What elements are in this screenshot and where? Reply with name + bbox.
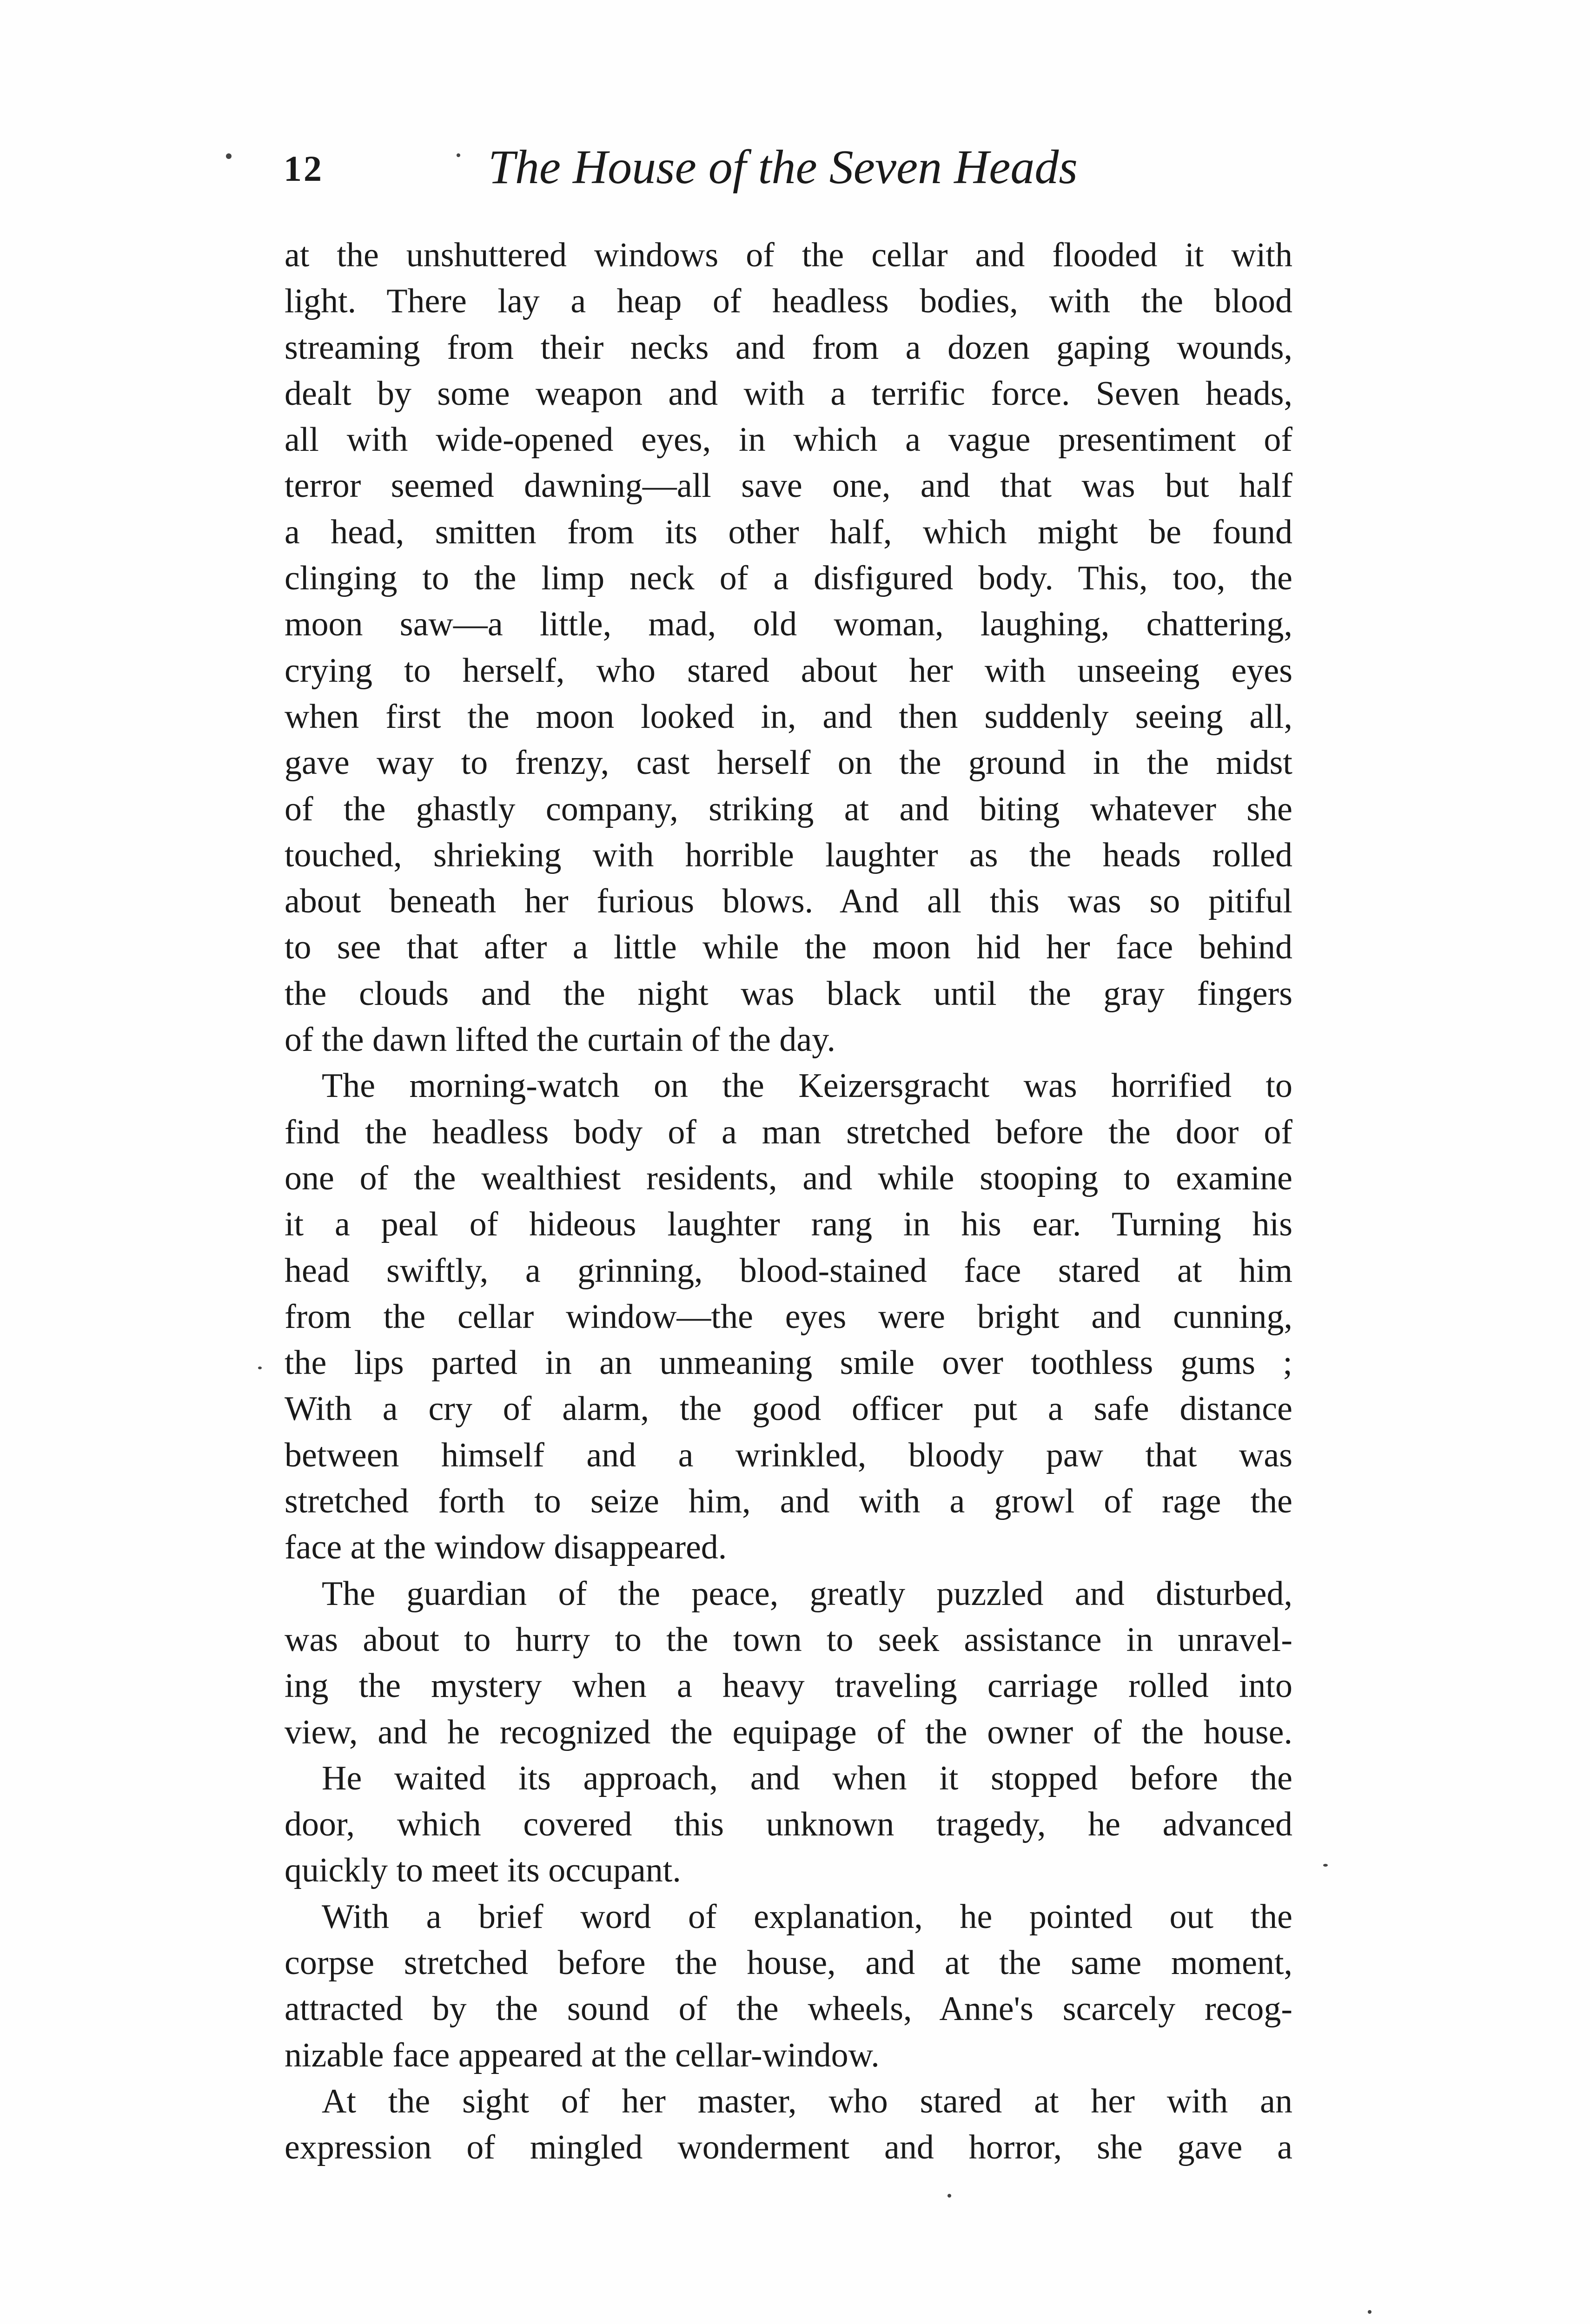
- scan-speck: [947, 2194, 951, 2198]
- scan-speck: [1368, 2310, 1371, 2314]
- text-line: of the dawn lifted the curtain of the day.: [285, 1021, 835, 1059]
- text-line: one of the wealthiest residents, and while stooping to examine: [285, 1159, 1292, 1197]
- text-line: At the sight of her master, who stared at her with an: [322, 2082, 1292, 2120]
- text-line: head swiftly, a grinning, blood-stained face stared at him: [285, 1251, 1292, 1290]
- page-number: 12: [284, 148, 324, 189]
- text-line: terror seemed dawning—all save one, and that was but half: [285, 467, 1292, 505]
- text-line: light. There lay a heap of headless bodies, with the blood: [285, 282, 1292, 321]
- text-line: a head, smitten from its other half, which might be found: [285, 513, 1292, 551]
- text-line: at the unshuttered windows of the cellar and flooded it with: [285, 236, 1292, 274]
- text-line: from the cellar window—the eyes were bright and cunning,: [285, 1297, 1292, 1336]
- text-line: attracted by the sound of the wheels, Anne's scarcely recog-: [285, 1990, 1292, 2028]
- text-line: streaming from their necks and from a dozen gaping wounds,: [285, 328, 1292, 367]
- body-text: [285, 232, 1292, 2171]
- text-line: nizable face appeared at the cellar-window.: [285, 2036, 880, 2074]
- text-line: the lips parted in an unmeaning smile over toothless gums ;: [285, 1344, 1292, 1382]
- text-line: He waited its approach, and when it stopped before the: [322, 1759, 1292, 1797]
- text-line: moon saw—a little, mad, old woman, laughing, chattering,: [285, 605, 1292, 644]
- text-line: of the ghastly company, striking at and biting whatever she: [285, 790, 1292, 828]
- text-line: clinging to the limp neck of a disfigured body. This, too, the: [285, 559, 1292, 598]
- text-line: door, which covered this unknown tragedy, he advanced: [285, 1805, 1292, 1844]
- text-line: between himself and a wrinkled, bloody paw that was: [285, 1436, 1292, 1474]
- text-line: gave way to frenzy, cast herself on the ground in the midst: [285, 744, 1292, 782]
- scan-speck: [457, 153, 460, 157]
- text-line: expression of mingled wonderment and horror, she gave a: [285, 2128, 1292, 2167]
- scan-speck: [1323, 1864, 1328, 1867]
- paragraph: [285, 1756, 1292, 1894]
- text-line: it a peal of hideous laughter rang in his ear. Turning his: [285, 1205, 1292, 1244]
- text-line: when first the moon looked in, and then suddenly seeing all,: [285, 697, 1292, 736]
- text-line: touched, shrieking with horrible laughter as the heads rolled: [285, 836, 1292, 874]
- paragraph: [285, 1063, 1292, 1571]
- running-title: The House of the Seven Heads: [488, 140, 1078, 194]
- text-line: all with wide-opened eyes, in which a vague presentiment of: [285, 421, 1292, 459]
- scan-speck: [258, 1367, 262, 1369]
- text-line: the clouds and the night was black until the gray fingers: [285, 974, 1292, 1013]
- text-line: With a cry of alarm, the good officer put a safe distance: [285, 1390, 1292, 1428]
- text-line: stretched forth to seize him, and with a growl of rage the: [285, 1482, 1292, 1521]
- paragraph: [285, 2079, 1292, 2171]
- text-line: find the headless body of a man stretched before the door of: [285, 1113, 1292, 1151]
- text-line: dealt by some weapon and with a terrific force. Seven heads,: [285, 374, 1292, 413]
- text-line: view, and he recognized the equipage of the owner of the house.: [285, 1713, 1292, 1751]
- scan-speck: [226, 153, 232, 159]
- text-line: The guardian of the peace, greatly puzzled and disturbed,: [322, 1574, 1292, 1613]
- page-header: [279, 139, 1292, 205]
- text-line: ing the mystery when a heavy traveling carriage rolled into: [285, 1667, 1292, 1705]
- text-line: corpse stretched before the house, and at the same moment,: [285, 1943, 1292, 1982]
- text-line: quickly to meet its occupant.: [285, 1851, 681, 1890]
- text-line: was about to hurry to the town to seek assistance in unravel-: [285, 1620, 1292, 1659]
- text-line: crying to herself, who stared about her with unseeing eyes: [285, 651, 1292, 690]
- text-line: face at the window disappeared.: [285, 1528, 727, 1567]
- paragraph: [285, 1894, 1292, 2079]
- paragraph: [285, 1571, 1292, 1756]
- text-line: The morning-watch on the Keizersgracht was horrified to: [322, 1067, 1292, 1105]
- text-line: With a brief word of explanation, he pointed out the: [322, 1897, 1292, 1936]
- text-line: about beneath her furious blows. And all this was so pitiful: [285, 882, 1292, 921]
- text-line: to see that after a little while the moon hid her face behind: [285, 928, 1292, 967]
- paragraph: [285, 232, 1292, 1063]
